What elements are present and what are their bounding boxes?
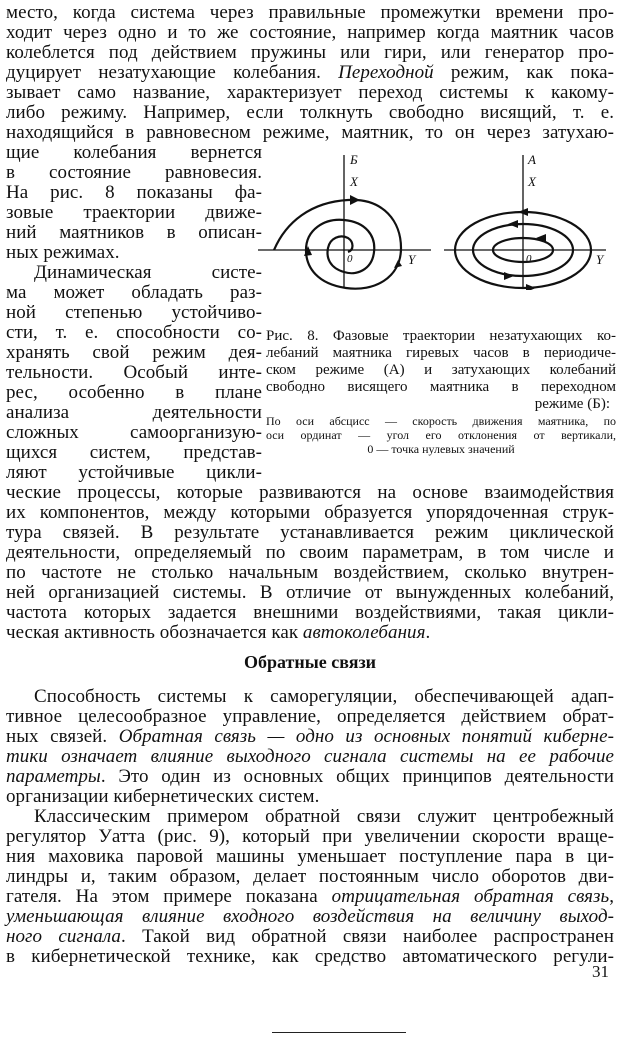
text-line: линдры и, таким образом, делает постоянным число оборотов дви- <box>6 866 614 887</box>
arrow-icon <box>350 195 360 205</box>
figure-caption: ском режиме (А) и затухающих колебаний <box>266 362 616 378</box>
figure-caption: Рис. 8. Фазовые траектории незатухающих ко- <box>266 328 616 344</box>
text-line: организации кибернетических систем. <box>6 786 320 807</box>
right-axis-label: А <box>528 152 536 167</box>
text-line: тура связей. В результате устанавливается режим циклической <box>6 522 614 543</box>
right-x-label: Y <box>596 252 604 267</box>
text-line: уменьшающая влияние входного воздействия на величину выход- <box>6 906 614 927</box>
text-line: их компонентов, между которыми образуется упорядоченная струк- <box>6 502 614 523</box>
text-line: анализа деятельности <box>6 402 262 423</box>
text-line: либо режиму. Например, если толкнуть свободно висящий, т. е. <box>6 102 614 123</box>
text-line: Классическим примером обратной связи служит центробежный <box>34 806 614 827</box>
figure-caption: режиме (Б): <box>534 396 610 412</box>
text-line: зовые траектории движе- <box>6 202 262 223</box>
text-line: ходит через одно и то же состояние, например когда маятник часов <box>6 22 614 43</box>
text-line: частота которых задается внешними воздействиями, такая цикли- <box>6 602 614 623</box>
text-line: находящийся в равновесном режиме, маятник, то он через затухаю- <box>6 122 614 143</box>
arrow-icon <box>394 260 402 268</box>
text-line: Способность системы к саморегуляции, обеспечивающей адап- <box>34 686 614 707</box>
text-line: тельности. Особый инте- <box>6 362 262 383</box>
left-spiral-trajectory <box>274 200 401 289</box>
figure-note: 0 — точка нулевых значений <box>367 442 515 456</box>
text-line: гателя. На этом примере показана отрицательная обратная связь, <box>6 886 614 907</box>
text-line: регулятор Уатта (рис. 9), который при увеличении скорости враще- <box>6 826 614 847</box>
right-origin-label: 0 <box>526 253 532 265</box>
figure-caption: свободно висящего маятника в переходном <box>266 379 616 395</box>
text-line: зывает само название, характеризует переход системы к какому- <box>6 82 614 103</box>
text-line: щихся систем, представ- <box>6 442 262 463</box>
text-line: Динамическая систе- <box>34 262 262 283</box>
text-line: ляют устойчивые цикли- <box>6 462 262 483</box>
text-line: по частоте не столько начальным воздействием, сколько внутрен- <box>6 562 614 583</box>
text-line: в кибернетической технике, как средство автоматического регули- <box>6 946 614 967</box>
figure-caption: лебаний маятника гиревых часов в периодиче- <box>266 345 616 361</box>
text-line: в состояние равновесия. <box>6 162 262 183</box>
text-line: ма может обладать раз- <box>6 282 262 303</box>
figure-note: По оси абсцисс — скорость движения маятника, по <box>266 414 616 428</box>
text-line: На рис. 8 показаны фа- <box>6 182 262 203</box>
text-line: ней организацией системы. В отличие от вынужденных колебаний, <box>6 582 614 603</box>
left-axis-label: Б <box>350 152 358 167</box>
left-y-label: X <box>350 174 358 189</box>
arrow-icon <box>504 272 514 280</box>
text-line: щие колебания вернется <box>6 142 262 163</box>
right-y-label: X <box>528 174 536 189</box>
text-line: ного сигнала. Такой вид обратной связи наиболее распространен <box>6 926 615 947</box>
text-line: тивное целесообразное управление, определяется действием обрат- <box>6 706 614 727</box>
text-line: колеблется под действием пружины или гири, или генератор про- <box>6 42 614 63</box>
text-line: ний маятников в описан- <box>6 222 262 243</box>
phase-trajectory-figure <box>256 150 618 290</box>
text-line: параметры. Это один из основных общих принципов деятельности <box>6 766 614 787</box>
text-line: ных режимах. <box>6 242 120 263</box>
text-line: ческая активность обозначается как автоколебания. <box>6 622 431 643</box>
text-line: рес, особенно в плане <box>6 382 262 403</box>
text-line: дуцирует незатухающие колебания. Переходной режим, как пока- <box>6 62 614 83</box>
text-line: ческие процессы, которые развиваются на основе взаимодействия <box>6 482 614 503</box>
arrow-icon <box>508 220 518 228</box>
text-line: сти, т. е. способности со- <box>6 322 262 343</box>
text-line: ния маховика паровой машины уменьшает поступление пара в ци- <box>6 846 614 867</box>
left-origin-label: 0 <box>347 253 353 265</box>
footer-rule <box>272 1032 406 1033</box>
text-line: хранять свой режим дея- <box>6 342 262 363</box>
text-line: ных связей. Обратная связь — одно из основных понятий кибернe- <box>6 726 614 747</box>
left-x-label: Y <box>408 252 416 267</box>
section-heading: Обратные связи <box>243 652 377 672</box>
text-line: место, когда система через правильные промежутки времени про- <box>6 2 614 23</box>
text-line: деятельности, определяемый по своим параметрам, в том числе и <box>6 542 614 563</box>
text-line: тики означает влияние выходного сигнала системы на ее рабочие <box>6 746 614 767</box>
figure-note: оси ординат — угол его отклонения от вертикали, <box>266 428 616 442</box>
text-line: сложных самоорганизую- <box>6 422 262 443</box>
page-number: 31 <box>592 962 609 981</box>
text-line: ной степенью устойчиво- <box>6 302 262 323</box>
